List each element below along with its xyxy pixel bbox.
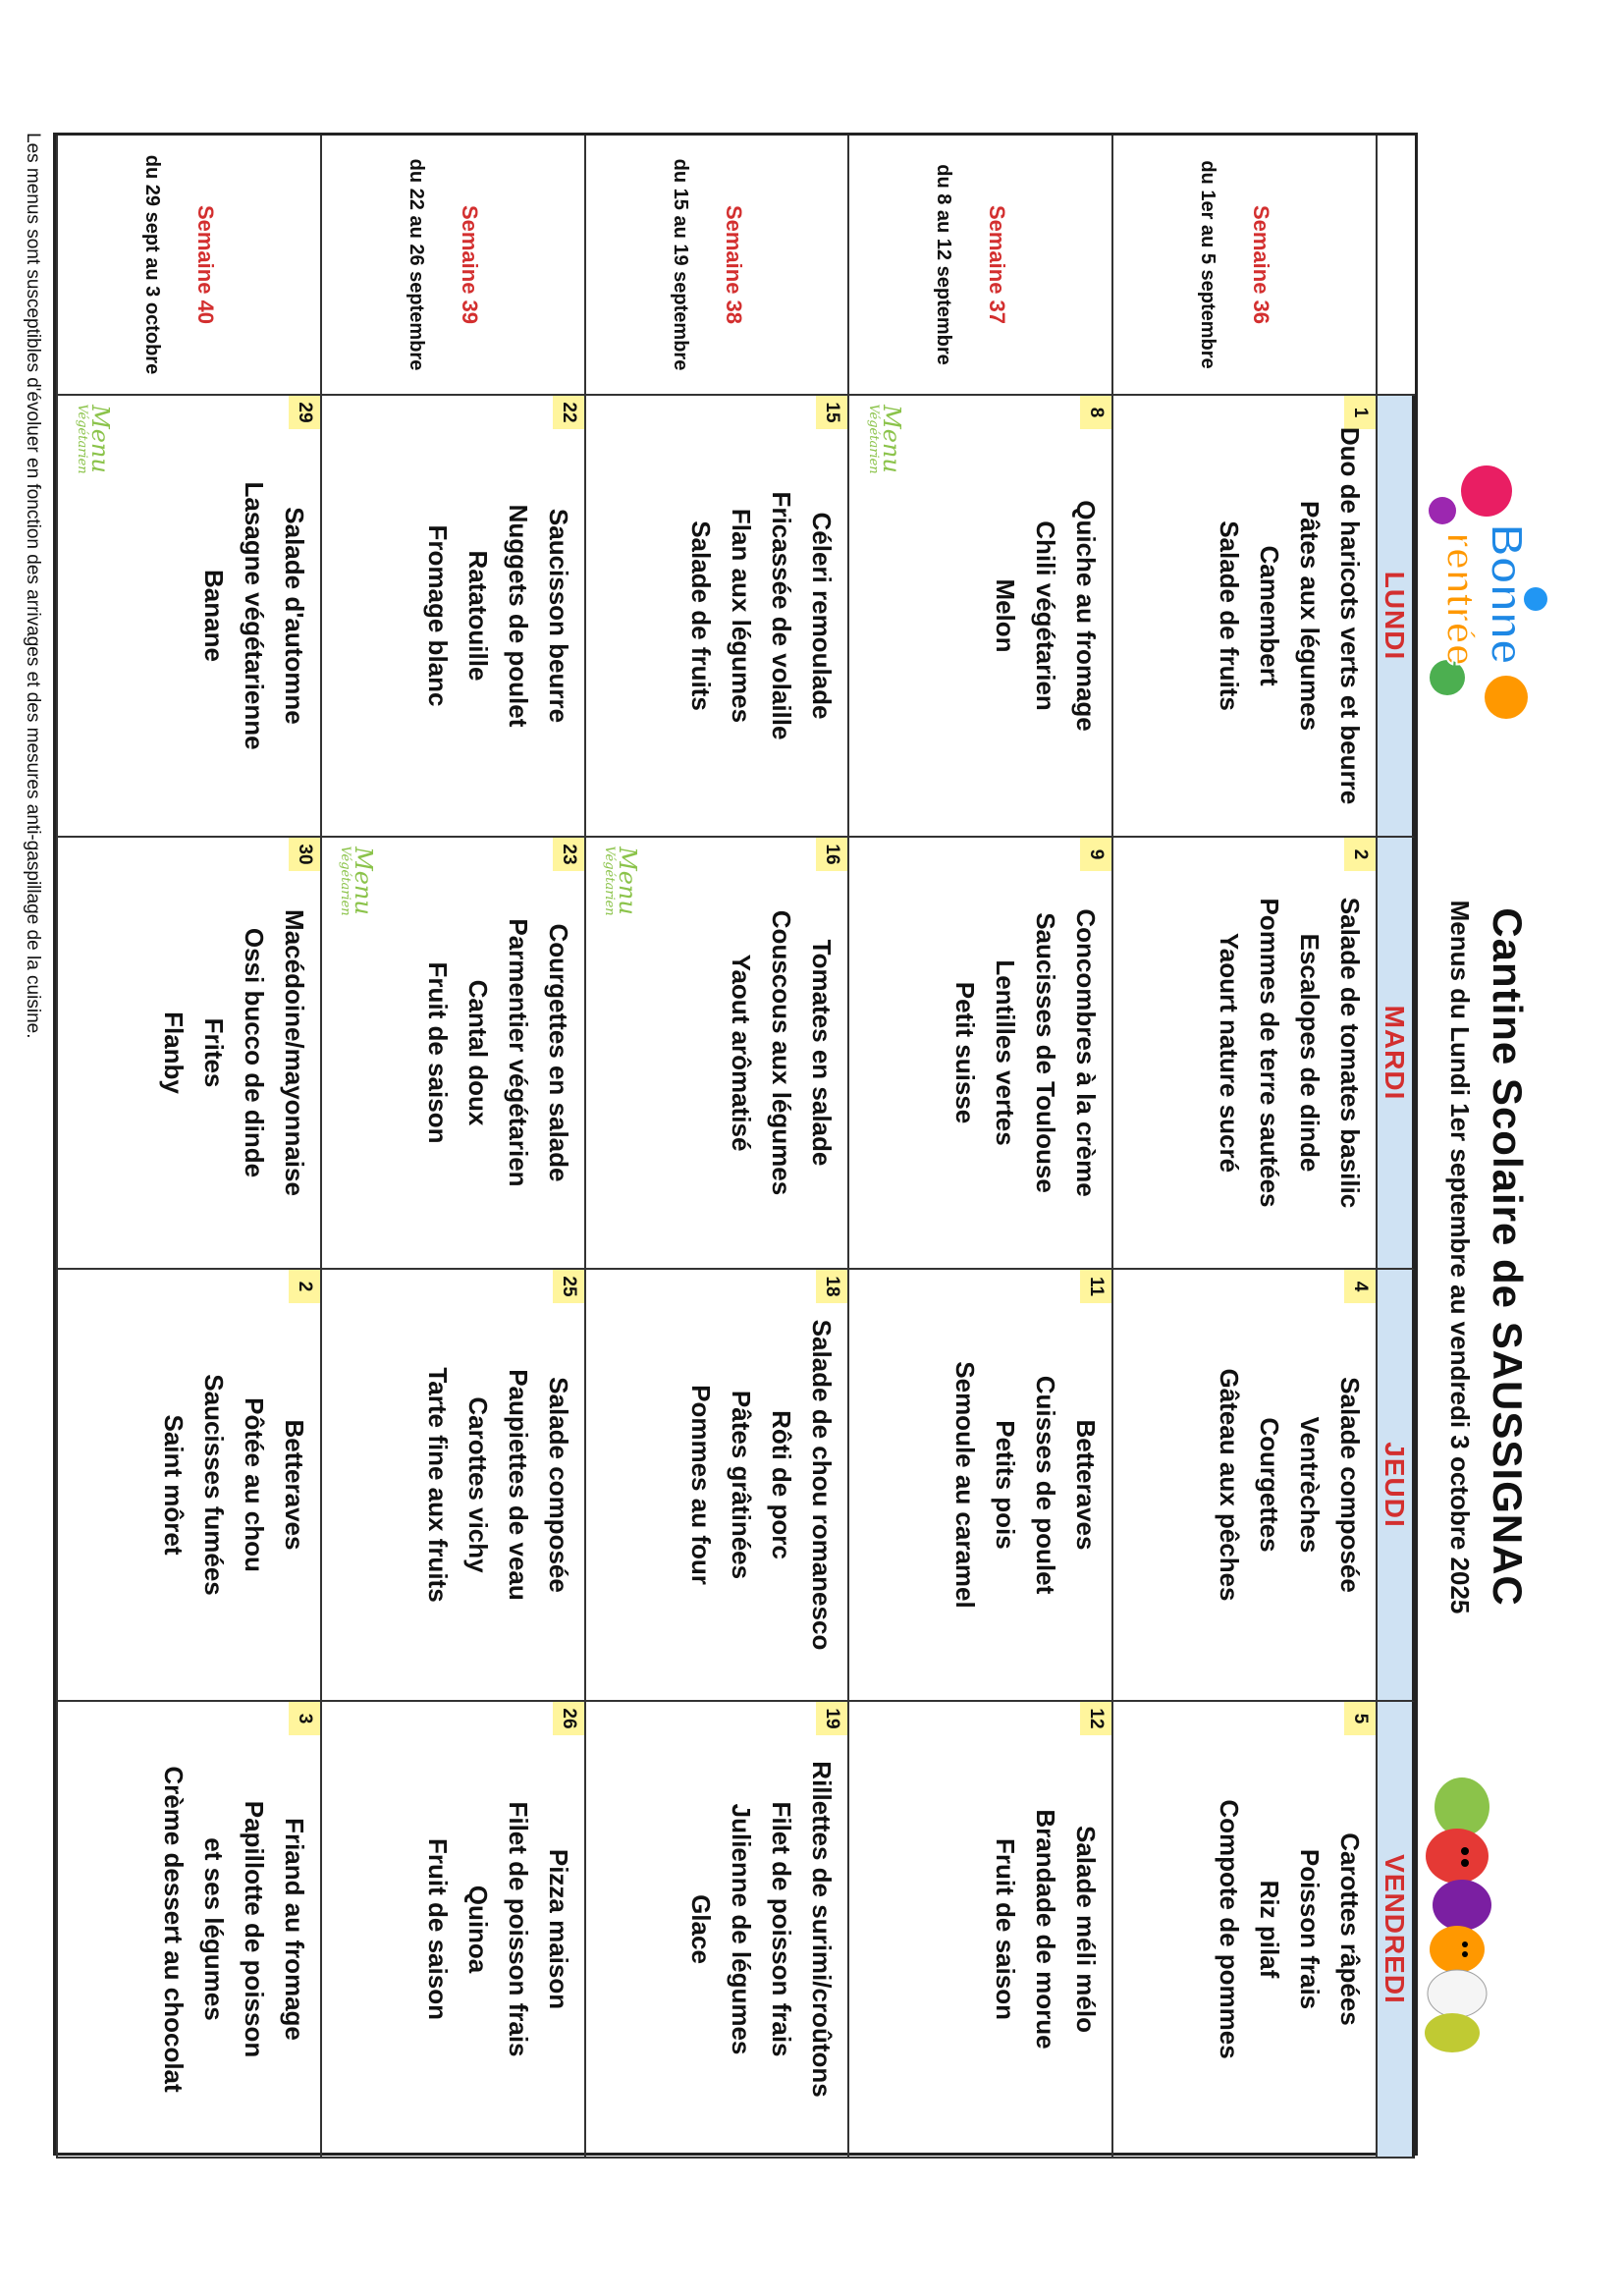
day-number-badge: 26 — [553, 1702, 584, 1735]
menu-cell — [584, 1702, 848, 2159]
menu-items — [328, 1702, 578, 2157]
day-number-badge: 4 — [1344, 1270, 1376, 1303]
table-corner — [1376, 136, 1415, 396]
week-number: Semaine 40 — [192, 204, 218, 325]
menu-item: Frites — [198, 1017, 229, 1088]
menu-item: Tarte fine aux fruits — [422, 1367, 453, 1603]
menu-item: Gâteau aux pêches — [1215, 1368, 1244, 1602]
day-number-badge: 15 — [816, 396, 847, 429]
day-header: LUNDI — [1376, 396, 1415, 838]
menu-item: Carottes râpées — [1335, 1832, 1365, 2026]
menu-item: Ratatouille — [462, 550, 493, 682]
menu-item: Salade composée — [1335, 1377, 1365, 1593]
menu-item: Compote de pommes — [1215, 1799, 1244, 2059]
day-header: JEUDI — [1376, 1270, 1415, 1702]
week-label — [584, 136, 848, 396]
menu-item: Cuisses de poulet — [1031, 1375, 1061, 1595]
menu-items — [592, 396, 842, 836]
menu-cell — [584, 1270, 848, 1702]
menu-cell — [1111, 1270, 1376, 1702]
vegetarian-badge-line1: Menu — [877, 405, 905, 473]
day-number-badge: 11 — [1080, 1270, 1111, 1303]
week-number: Semaine 37 — [985, 204, 1010, 325]
menu-item: Pâtes grâtinées — [727, 1390, 757, 1580]
menu-items — [64, 1270, 314, 1700]
menu-item: Couscous aux légumes — [767, 909, 797, 1196]
menu-item: Julienne de légumes — [727, 1803, 757, 2055]
menu-cell — [320, 1270, 584, 1702]
menu-item: Céleri remoulade — [807, 512, 838, 720]
menu-item: Fricassée de volaille — [767, 491, 797, 740]
week-number: Semaine 36 — [1249, 204, 1274, 325]
week-dates: du 8 au 12 septembre — [933, 164, 955, 365]
menu-item: Papillotte de poisson — [239, 1800, 269, 2058]
menu-cell — [1111, 1702, 1376, 2159]
menu-items — [1119, 396, 1370, 836]
menu-item: Petits pois — [991, 1420, 1021, 1550]
menu-item: Riz pilaf — [1255, 1880, 1284, 1979]
menu-item: Quiche au fromage — [1071, 500, 1102, 732]
page-subtitle: Menus du Lundi 1er septembre au vendredi 3 octobre 2025 — [1445, 900, 1475, 1614]
menu-item: Ventrèches — [1295, 1416, 1325, 1554]
menu-item: Yaout arômatisé — [727, 954, 757, 1152]
week-label — [1111, 136, 1376, 396]
menu-item: Flanby — [158, 1011, 189, 1094]
menu-item: Friand au fromage — [279, 1818, 309, 2041]
menu-cell — [320, 396, 584, 838]
menu-item: Fruit de saison — [422, 1838, 453, 2020]
week-label — [847, 136, 1111, 396]
vegetarian-badge-line1: Menu — [85, 405, 114, 473]
menu-item: Saucisses fumées — [198, 1374, 229, 1596]
menu-cell — [584, 396, 848, 838]
menu-items — [592, 1702, 842, 2157]
menu-item: Yaourt nature sucré — [1215, 932, 1244, 1174]
day-number-badge: 2 — [1344, 838, 1376, 871]
week-number: Semaine 38 — [721, 204, 746, 325]
menu-item: Parmentier végétarien — [503, 918, 533, 1187]
bonne-rentree-logo — [1418, 452, 1555, 737]
vegetarian-badge-line2: Végétarien — [74, 404, 89, 474]
week-dates: du 1er au 5 septembre — [1197, 160, 1219, 369]
menu-item: Fruit de saison — [422, 961, 453, 1144]
menu-item: Salade de chou romanesco — [807, 1319, 838, 1651]
menu-cell — [847, 1270, 1111, 1702]
menu-item: Fruit de saison — [991, 1838, 1021, 2020]
menu-cell — [320, 1702, 584, 2159]
menu-items — [855, 1270, 1106, 1700]
menu-cell — [847, 396, 1111, 838]
menu-cell — [847, 838, 1111, 1270]
menu-item: Fromage blanc — [422, 524, 453, 707]
vegetarian-menu-badge — [592, 842, 651, 920]
svg-text:rentrée: rentrée — [1438, 532, 1482, 666]
menu-cell — [320, 838, 584, 1270]
week-label — [56, 136, 320, 396]
menu-item: Courgettes — [1255, 1417, 1284, 1553]
menu-item: Betteraves — [1071, 1419, 1102, 1551]
menu-items — [1119, 838, 1370, 1268]
menu-item: Betteraves — [279, 1419, 309, 1551]
menu-item: Salade méli mélo — [1071, 1826, 1102, 2033]
day-number-badge: 18 — [816, 1270, 847, 1303]
menu-item: Tomates en salade — [807, 939, 838, 1167]
day-number-badge: 23 — [553, 838, 584, 871]
menu-items — [855, 838, 1106, 1268]
menu-item: Crème dessert au chocolat — [158, 1766, 189, 2093]
menu-item: Pôtée au chou — [239, 1397, 269, 1572]
menu-item: Banane — [198, 570, 229, 662]
menu-item: Carottes vichy — [462, 1396, 493, 1573]
day-number-badge: 22 — [553, 396, 584, 429]
menu-item: Semoule au caramel — [950, 1361, 981, 1609]
vegetarian-badge-line2: Végétarien — [338, 846, 353, 916]
vegetarian-badge-line2: Végétarien — [865, 404, 881, 474]
menu-item: Saucisson beurre — [543, 508, 573, 724]
menu-cell — [56, 1702, 320, 2159]
day-header: VENDREDI — [1376, 1702, 1415, 2159]
menu-items — [328, 1270, 578, 1700]
day-number-badge: 19 — [816, 1702, 847, 1735]
day-number-badge: 2 — [289, 1270, 320, 1303]
vegetarian-menu-badge — [328, 842, 387, 920]
vegetarian-badge-line2: Végétarien — [602, 846, 618, 916]
week-label — [320, 136, 584, 396]
vegetarian-badge-line1: Menu — [350, 847, 378, 915]
svg-text:Bonne: Bonne — [1482, 523, 1533, 665]
menu-item: Ossi bucco de dinde — [239, 927, 269, 1178]
menu-item: Brandade de morue — [1031, 1809, 1061, 2050]
menu-item: Escalopes de dinde — [1295, 933, 1325, 1173]
menu-cell — [56, 396, 320, 838]
vegetarian-menu-badge — [64, 400, 123, 478]
menu-item: Paupiettes de veau — [503, 1369, 533, 1601]
menu-table — [53, 133, 1418, 2156]
week-number: Semaine 39 — [457, 204, 482, 325]
menu-item: Rôti de porc — [767, 1410, 797, 1559]
menu-item: Chili végétarien — [1031, 520, 1061, 711]
menu-item: Lentilles vertes — [991, 959, 1021, 1146]
menu-cell — [1111, 396, 1376, 838]
day-number-badge: 29 — [289, 396, 320, 429]
menu-cell — [584, 838, 848, 1270]
menu-item: Courgettes en salade — [543, 923, 573, 1182]
menu-items — [855, 1702, 1106, 2157]
menu-cell — [847, 1702, 1111, 2159]
menu-item: Salade d'automne — [279, 507, 309, 725]
menu-item: Pâtes aux légumes — [1295, 500, 1325, 732]
menu-item: Camembert — [1255, 545, 1284, 686]
week-dates: du 22 au 26 septembre — [405, 158, 427, 371]
day-header: MARDI — [1376, 838, 1415, 1270]
menu-item: Quinoa — [462, 1885, 493, 1974]
menu-item: Cantal doux — [462, 979, 493, 1126]
day-number-badge: 5 — [1344, 1702, 1376, 1735]
menu-item: Filet de poisson frais — [503, 1801, 533, 2057]
day-number-badge: 12 — [1080, 1702, 1111, 1735]
menu-cell — [56, 838, 320, 1270]
menu-items — [592, 1270, 842, 1700]
menu-items — [64, 838, 314, 1268]
menu-item: Rillettes de surimi/croûtons — [807, 1761, 838, 2098]
menu-item: Melon — [991, 578, 1021, 653]
menu-item: Salade composée — [543, 1377, 573, 1593]
menu-items — [64, 1702, 314, 2157]
menu-items — [1119, 1702, 1370, 2157]
menu-item: et ses légumes — [198, 1837, 229, 2021]
page-title: Cantine Scolaire de SAUSSIGNAC — [1485, 907, 1531, 1607]
vegetables-illustration — [1398, 1768, 1536, 2062]
menu-item: Lasagne végétarienne — [239, 481, 269, 750]
menu-items — [328, 396, 578, 836]
day-number-badge: 16 — [816, 838, 847, 871]
day-number-badge: 8 — [1080, 396, 1111, 429]
menu-item: Salade de fruits — [686, 520, 717, 711]
vegetarian-menu-badge — [855, 400, 914, 478]
menu-item: Pommes au four — [686, 1385, 717, 1585]
menu-item: Saint môret — [158, 1414, 189, 1556]
vegetarian-badge-line1: Menu — [614, 847, 642, 915]
menu-item: Macédoine/mayonnaise — [279, 909, 309, 1196]
day-number-badge: 30 — [289, 838, 320, 871]
footer-note: Les menus sont susceptibles d'évoluer en fonction des arrivages et des mesures anti-gaspillage de la cuisine. — [23, 133, 43, 1039]
menu-item: Glace — [686, 1894, 717, 1964]
menu-item: Pommes de terre sautées — [1255, 898, 1284, 1208]
menu-item: Flan aux légumes — [727, 508, 757, 724]
day-number-badge: 25 — [553, 1270, 584, 1303]
week-dates: du 29 sept au 3 octobre — [140, 154, 163, 375]
menu-item: Concombres à la crème — [1071, 908, 1102, 1197]
day-number-badge: 3 — [289, 1702, 320, 1735]
menu-item: Nuggets de poulet — [503, 504, 533, 728]
menu-cell — [56, 1270, 320, 1702]
week-dates: du 15 au 19 septembre — [669, 158, 691, 371]
menu-item: Poisson frais — [1295, 1848, 1325, 2010]
day-number-badge: 9 — [1080, 838, 1111, 871]
menu-item: Salade de tomates basilic — [1335, 897, 1365, 1209]
menu-item: Pizza maison — [543, 1848, 573, 2010]
menu-item: Petit suisse — [950, 981, 981, 1124]
menu-item: Duo de haricots verts et beurre — [1335, 426, 1365, 805]
menu-items — [1119, 1270, 1370, 1700]
menu-item: Salade de fruits — [1215, 520, 1244, 711]
menu-item: Filet de poisson frais — [767, 1801, 797, 2057]
day-number-badge: 1 — [1344, 396, 1376, 429]
menu-item: Saucisses de Toulouse — [1031, 912, 1061, 1193]
menu-cell — [1111, 838, 1376, 1270]
